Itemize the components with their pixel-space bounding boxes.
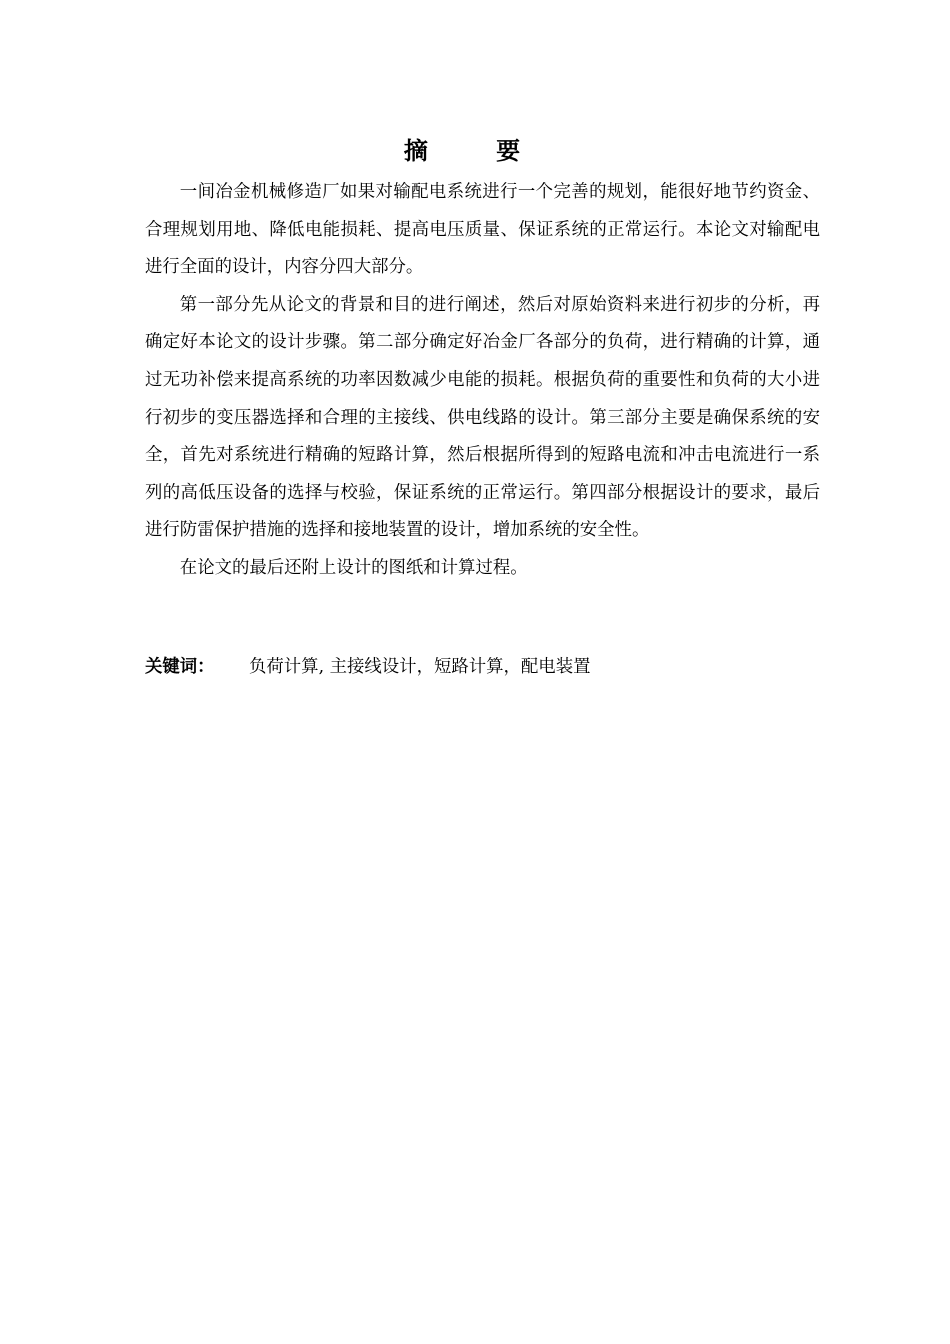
abstract-title: 摘 要: [403, 137, 551, 165]
abstract-paragraph-1: 一间冶金机械修造厂如果对输配电系统进行一个完善的规划，能很好地节约资金、合理规划用地、降低电能损耗、提高电压质量、保证系统的正常运行。本论文对输配电进行全面的设计，内容分四大部分。: [145, 182, 820, 278]
keywords-value: 负荷计算, 主接线设计，短路计算，配电装置: [249, 657, 591, 677]
abstract-body: [145, 174, 820, 588]
abstract-paragraph-2: 第一部分先从论文的背景和目的进行阐述，然后对原始资料来进行初步的分析，再确定好本论文的设计步骤。第二部分确定好冶金厂各部分的负荷，进行精确的计算，通过无功补偿来提高系统的功率因数减少电能的损耗。根据负荷的重要性和负荷的大小进行初步的变压器选择和合理的主接线、供电线路的设计。第三部分主要是确保系统的安全，首先对系统进行精确的短路计算，然后根据所得到的短路电流和冲击电流进行一系列的高低压设备的选择与校验，保证系统的正常运行。第四部分根据设计的要求，最后进行防雷保护措施的选择和接地装置的设计，增加系统的安全性。: [145, 294, 820, 541]
keywords-line: [145, 650, 590, 684]
abstract-paragraph-3: 在论文的最后还附上设计的图纸和计算过程。: [179, 557, 528, 578]
keywords-label: 关键词：: [145, 657, 215, 677]
